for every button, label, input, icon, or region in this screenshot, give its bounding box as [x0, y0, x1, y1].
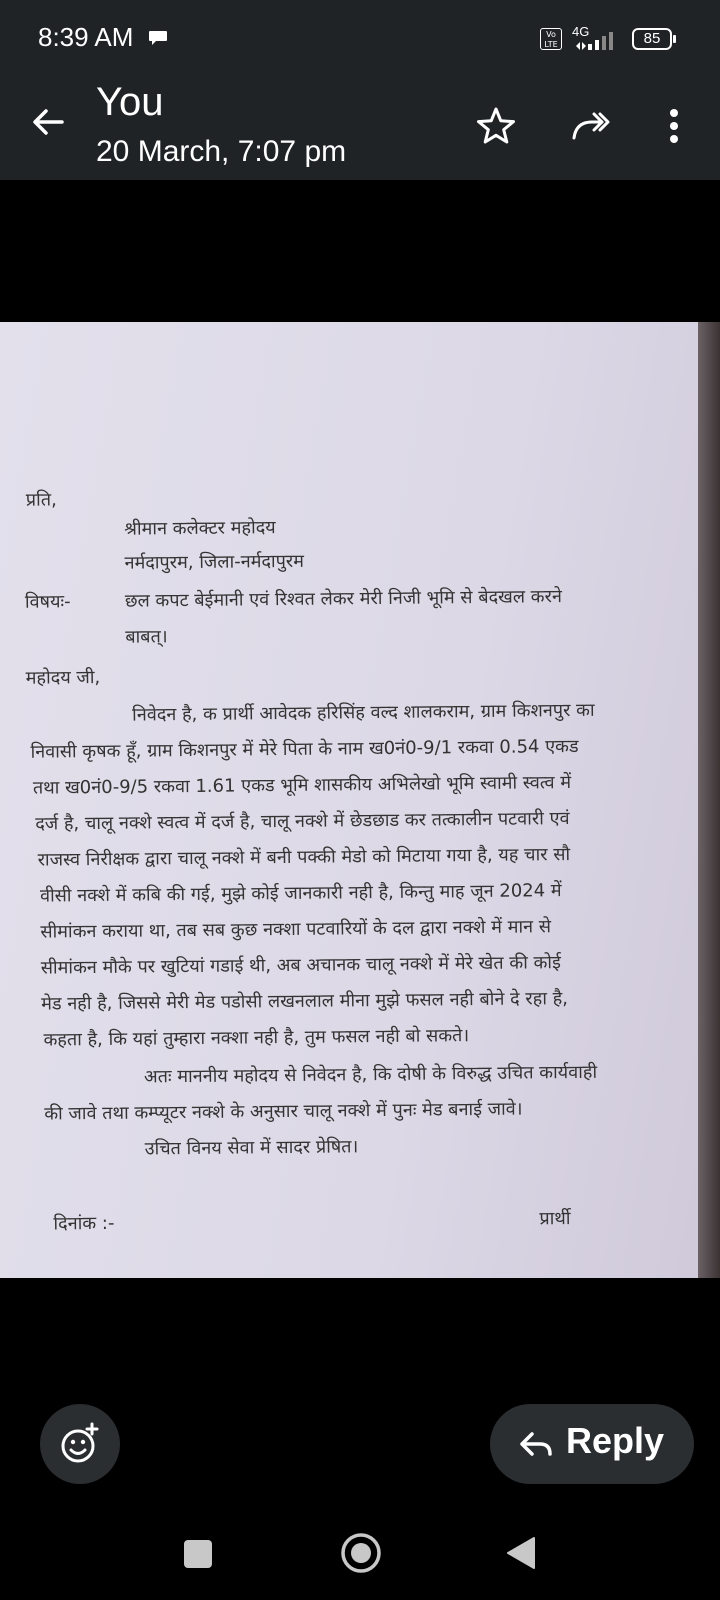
status-bar [0, 0, 720, 80]
sender-name: You [96, 80, 164, 124]
back-triangle-icon[interactable] [506, 1536, 536, 1570]
home-circle-icon[interactable] [340, 1532, 382, 1574]
body-line: राजस्व निरीक्षक द्वारा चालू नक्शे में बनी पक्की मेडो को मिटाया गया है, यह चार सौ [37, 844, 571, 871]
reply-icon [518, 1426, 554, 1462]
body-line: की जावे तथा कम्प्यूटर नक्शे के अनुसार चालू नक्शे में पुनः मेड बनाई जावे। [44, 1098, 523, 1125]
body-line: निवेदन है, क प्रार्थी आवेदक हरिसिंह वल्द शालकराम, ग्राम किशनपुर का [132, 699, 595, 726]
photo-edge [698, 322, 720, 1278]
signal-icon [574, 30, 622, 50]
forward-icon[interactable] [568, 104, 612, 148]
viewer-header [0, 80, 720, 180]
body-line: सीमांकन कराया था, तब सब कुछ नक्शा पटवारियों के दल द्वारा नक्शे में मान से [40, 916, 552, 943]
date-label: दिनांक :- [53, 1212, 115, 1235]
body-line: मेड नही है, जिससे मेरी मेड पडोसी लखनलाल मीना मुझे फसल नही बोने दे रहा है, [41, 988, 569, 1015]
subject-line-1: छल कपट बेईमानी एवं रिश्वत लेकर मेरी निजी भूमि से बेदखल करने [124, 586, 563, 612]
body-line: निवासी कृषक हूँ, ग्राम किशनपुर में मेरे पिता के नाम ख0नं0-9/1 रकवा 0.54 एकड [30, 735, 579, 763]
more-vert-icon[interactable] [652, 104, 696, 148]
body-line: कहता है, कि यहां तुम्हारा नक्शा नही है, तुम फसल नही बो सकते। [43, 1025, 470, 1051]
letter-addressee-2: नर्मदापुरम, जिला-नर्मदापुरम [124, 550, 305, 574]
body-line: उचित विनय सेवा में सादर प्रेषित। [144, 1136, 359, 1160]
reply-button[interactable] [490, 1404, 694, 1484]
applicant-label: प्रार्थी [539, 1208, 571, 1230]
subject-line-2: बाबत्। [125, 626, 168, 648]
letter-to: प्रति, [25, 489, 57, 511]
battery-indicator: 85 [632, 28, 672, 50]
letter-addressee-1: श्रीमान कलेक्टर महोदय [124, 517, 276, 540]
status-time: 8:39 AM [38, 22, 134, 52]
subject-label: विषयः- [24, 591, 71, 613]
salutation: महोदय जी, [25, 666, 101, 689]
arrow-back-icon[interactable] [28, 102, 68, 142]
add-reaction-icon [40, 1404, 120, 1484]
network-type: 4G [572, 24, 590, 39]
body-line: सीमांकन मौके पर खुटियां गडाई थी, अब अचानक चालू नक्शे में मेरे खेत की कोई [40, 952, 561, 979]
star-outline-icon[interactable] [474, 104, 518, 148]
message-timestamp: 20 March, 7:07 pm [96, 135, 347, 168]
document-photo[interactable] [0, 322, 720, 1278]
body-line: वीसी नक्शे में कबि की गई, मुझे कोई जानकारी नही है, किन्तु माह जून 2024 में [39, 880, 562, 907]
body-line: दर्ज है, चालू नक्शे स्वत्व में दर्ज है, चालू नक्शे में छेडछाड कर तत्कालीन पटवारी एवं [35, 808, 570, 835]
volte-badge: Vo LTE [540, 28, 562, 50]
body-line: अतः माननीय महोदय से निवेदन है, कि दोषी के विरुद्ध उचित कार्यवाही [143, 1061, 598, 1088]
reply-label: Reply [566, 1420, 665, 1461]
chat-notification-icon [148, 30, 168, 46]
add-reaction-button[interactable] [40, 1404, 120, 1484]
recents-square-icon[interactable] [184, 1540, 212, 1568]
letter-document [0, 322, 720, 1278]
body-line: तथा ख0नं0-9/5 रकवा 1.61 एकड भूमि शासकीय अभिलेखो भूमि स्वामी स्वत्व में [32, 772, 572, 799]
